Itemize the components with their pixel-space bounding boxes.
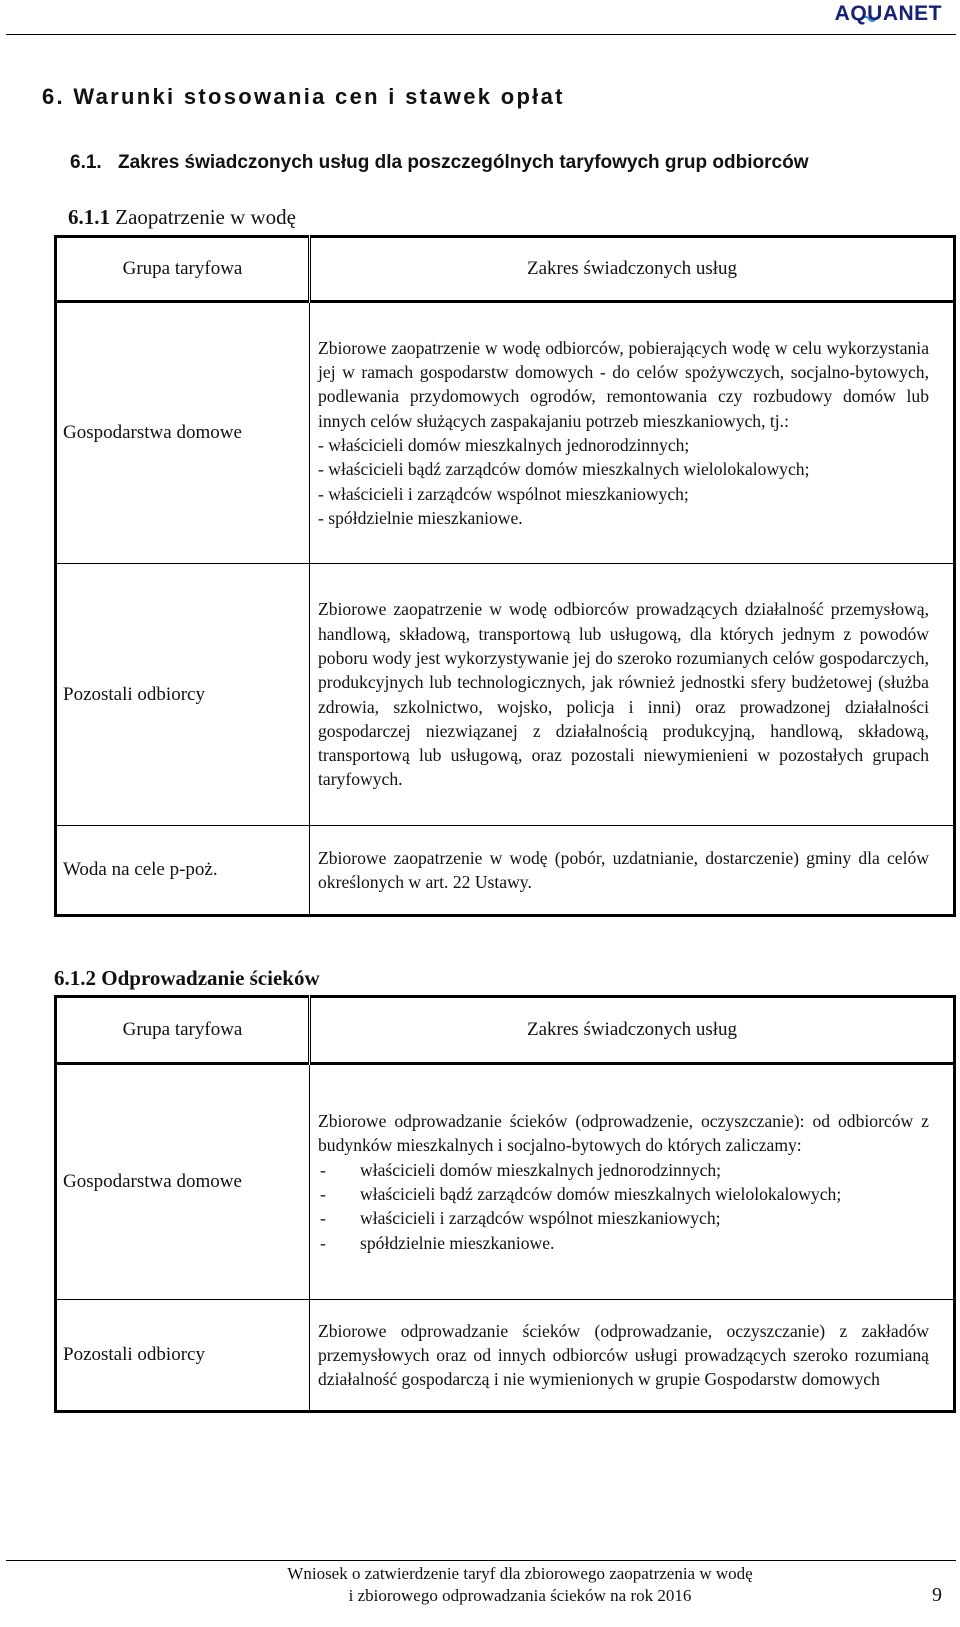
water-tariff-table (54, 235, 956, 917)
group-cell: Gospodarstwa domowe (56, 1064, 310, 1300)
scope-text: Zbiorowe zaopatrzenie w wodę odbiorców, pobierających wodę w celu wykorzystania jej w ramach gospodarstw domowych - do celów spożywczych, socjalno-bytowych, podlewania przydomowych ogrodów, remontowania czy rozbudowy domów lub innych celów służących zaspakajaniu potrzeb mieszkaniowych, tj.: (318, 337, 929, 431)
table-row (56, 1300, 955, 1412)
list-item: - właścicieli domów mieszkalnych jednorodzinnych; (318, 1158, 929, 1182)
group-cell: Pozostali odbiorcy (56, 564, 310, 826)
logo-text: AQUANET (834, 2, 942, 25)
footer-line-2: i zbiorowego odprowadzania ścieków na rok 2016 (348, 1586, 692, 1605)
col-header-scope: Zakres świadczonych usług (310, 997, 955, 1064)
aquanet-logo (820, 0, 960, 30)
water-heading-number: 6.1.1 (68, 205, 110, 229)
scope-cell (310, 1064, 955, 1300)
scope-cell (310, 1300, 955, 1412)
footer-rule (6, 1560, 956, 1561)
col-header-group: Grupa taryfowa (56, 997, 310, 1064)
group-cell: Pozostali odbiorcy (56, 1300, 310, 1412)
col-header-scope: Zakres świadczonych usług (310, 237, 955, 302)
scope-cell (310, 564, 955, 826)
scope-cell (310, 826, 955, 916)
page-number: 9 (932, 1584, 942, 1606)
table-row (56, 826, 955, 916)
scope-text: Zbiorowe zaopatrzenie w wodę odbiorców prowadzących działalność przemysłową, handlową, składową, transportową lub usługową, dla których jednym z powodów poboru wody jest wykorzystywanie jej do szeroko rozumianych celów gospodarczych, produkcyjnych lub technologicznych, jak również jednostki sfery budżetowej (służba zdrowia, szkolnictwo, wojsko, policja i inni) oraz prowadzonej działalności gospodarczej niezwiązanej z działalnością produkcyjną, handlową, składową, transportową lub usługową, oraz pozostali niewymienieni w pozostałych grupach taryfowych. (318, 599, 929, 790)
list-item: - właścicieli domów mieszkalnych jednorodzinnych; (318, 435, 690, 455)
table-header-row (56, 237, 955, 302)
scope-cell (310, 302, 955, 564)
list-item: - spółdzielnie mieszkaniowe. (318, 507, 523, 528)
table-row (56, 302, 955, 564)
water-heading (68, 205, 296, 230)
scope-text: Zbiorowe odprowadzanie ścieków (odprowadzenie, oczyszczanie): od odbiorców z budynków mieszkalnych i socjalno-bytowych do których zaliczamy: (318, 1111, 929, 1156)
dash-list (318, 1158, 929, 1255)
footer-line-1: Wniosek o zatwierdzenie taryf dla zbiorowego zaopatrzenia w wodę (287, 1564, 753, 1583)
subsection-number: 6.1. (70, 152, 102, 173)
subsection-text: Zakres świadczonych usług dla poszczególnych taryfowych grup odbiorców (118, 152, 809, 173)
scope-text: Zbiorowe zaopatrzenie w wodę (pobór, uzdatnianie, dostarczenie) gminy dla celów określonych w art. 22 Ustawy. (318, 847, 929, 892)
list-item: - spółdzielnie mieszkaniowe. (318, 1231, 929, 1255)
section-title: 6. Warunki stosowania cen i stawek opłat (42, 84, 565, 109)
subsection-title (70, 152, 808, 174)
list-item: - właścicieli i zarządców wspólnot mieszkaniowych; (318, 1206, 929, 1230)
sewage-heading-number: 6.1.2 (54, 966, 96, 990)
list-item: - właścicieli i zarządców wspólnot mieszkaniowych; (318, 483, 689, 504)
footer (240, 1563, 800, 1607)
scope-text: Zbiorowe odprowadzanie ścieków (odprowadzanie, oczyszczanie) z zakładów przemysłowych oraz od innych odbiorców usługi prowadzących szeroko rozumianą działalność gospodarczą i nie wymienionych w grupie Gospodarstw domowych (318, 1320, 929, 1390)
list-item: - właścicieli bądź zarządców domów mieszkalnych wielolokalowych; (318, 459, 810, 480)
table-header-row (56, 997, 955, 1064)
header-rule (6, 34, 956, 35)
group-cell: Gospodarstwa domowe (56, 302, 310, 564)
sewage-heading (54, 966, 320, 991)
group-cell: Woda na cele p-poż. (56, 826, 310, 916)
table-row (56, 564, 955, 826)
water-heading-text: Zaopatrzenie w wodę (115, 205, 296, 229)
list-item: - właścicieli bądź zarządców domów mieszkalnych wielolokalowych; (318, 1182, 929, 1206)
sewage-tariff-table (54, 995, 956, 1413)
table-row (56, 1064, 955, 1300)
col-header-group: Grupa taryfowa (56, 237, 310, 302)
sewage-heading-text: Odprowadzanie ścieków (101, 966, 320, 990)
